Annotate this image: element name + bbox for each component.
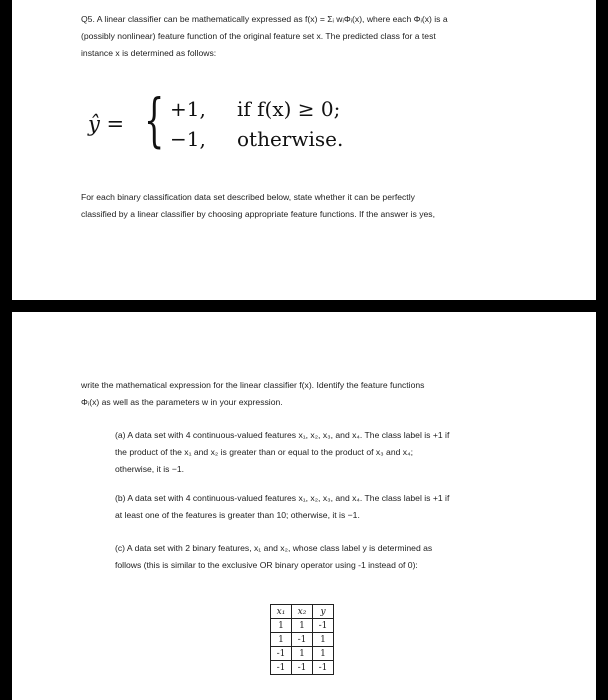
equation-lhs: ŷ = (88, 112, 125, 136)
table-header-row (271, 605, 334, 619)
part-a-line-2: the product of the x₁ and x₂ is greater than or equal to the product of x₃ and x₄; (115, 447, 413, 457)
question-panel-top (12, 0, 596, 300)
cell-x2: 1 (292, 647, 313, 661)
cell-y: -1 (313, 619, 334, 633)
intro-line-2: (possibly nonlinear) feature function of the original feature set x. The predicted class for a test (81, 31, 436, 41)
part-c-line-1: (c) A data set with 2 binary features, x₁ and x₂, whose class label y is determined as (115, 543, 433, 553)
continuation-line-2: Φᵢ(x) as well as the parameters w in your expression. (81, 397, 283, 407)
cell-x1: -1 (271, 661, 292, 675)
table-row (271, 661, 334, 675)
cell-y: 1 (313, 647, 334, 661)
case-1-value: +1, (170, 97, 206, 121)
part-a-line-3: otherwise, it is −1. (115, 464, 185, 474)
cell-x2: 1 (292, 619, 313, 633)
part-b-line-2: at least one of the features is greater than 10; otherwise, it is −1. (115, 510, 360, 520)
continuation-line-1: write the mathematical expression for the linear classifier f(x). Identify the feature functions (81, 380, 425, 390)
cell-x1: -1 (271, 647, 292, 661)
part-c-line-2: follows (this is similar to the exclusive OR binary operator using -1 instead of 0): (115, 560, 418, 570)
header-x1: x₁ (271, 605, 292, 619)
table-row (271, 633, 334, 647)
header-y: y (313, 605, 334, 619)
intro-line-3: instance x is determined as follows: (81, 48, 217, 58)
cell-x1: 1 (271, 619, 292, 633)
cell-x2: -1 (292, 661, 313, 675)
header-x2: x₂ (292, 605, 313, 619)
part-a-line-1: (a) A data set with 4 continuous-valued features x₁, x₂, x₃, and x₄. The class label is +1 if (115, 430, 450, 440)
question-panel-bottom (12, 312, 596, 700)
table-row (271, 647, 334, 661)
case-2-condition: otherwise. (237, 127, 344, 151)
cell-y: -1 (313, 661, 334, 675)
cell-x2: -1 (292, 633, 313, 647)
table-row (271, 619, 334, 633)
xor-table (270, 604, 334, 675)
cell-y: 1 (313, 633, 334, 647)
case-2-value: −1, (170, 127, 206, 151)
intro-line-1: Q5. A linear classifier can be mathematically expressed as f(x) = Σᵢ wᵢΦᵢ(x), where each Φᵢ(x) is a (81, 14, 448, 24)
brace-symbol: { (144, 86, 165, 154)
question-line-2: classified by a linear classifier by choosing appropriate feature functions. If the answer is yes, (81, 209, 435, 219)
cell-x1: 1 (271, 633, 292, 647)
part-b-line-1: (b) A data set with 4 continuous-valued features x₁, x₂, x₃, and x₄. The class label is +1 if (115, 493, 450, 503)
case-1-condition: if f(x) ≥ 0; (237, 97, 341, 121)
question-line-1: For each binary classification data set described below, state whether it can be perfectly (81, 192, 415, 202)
